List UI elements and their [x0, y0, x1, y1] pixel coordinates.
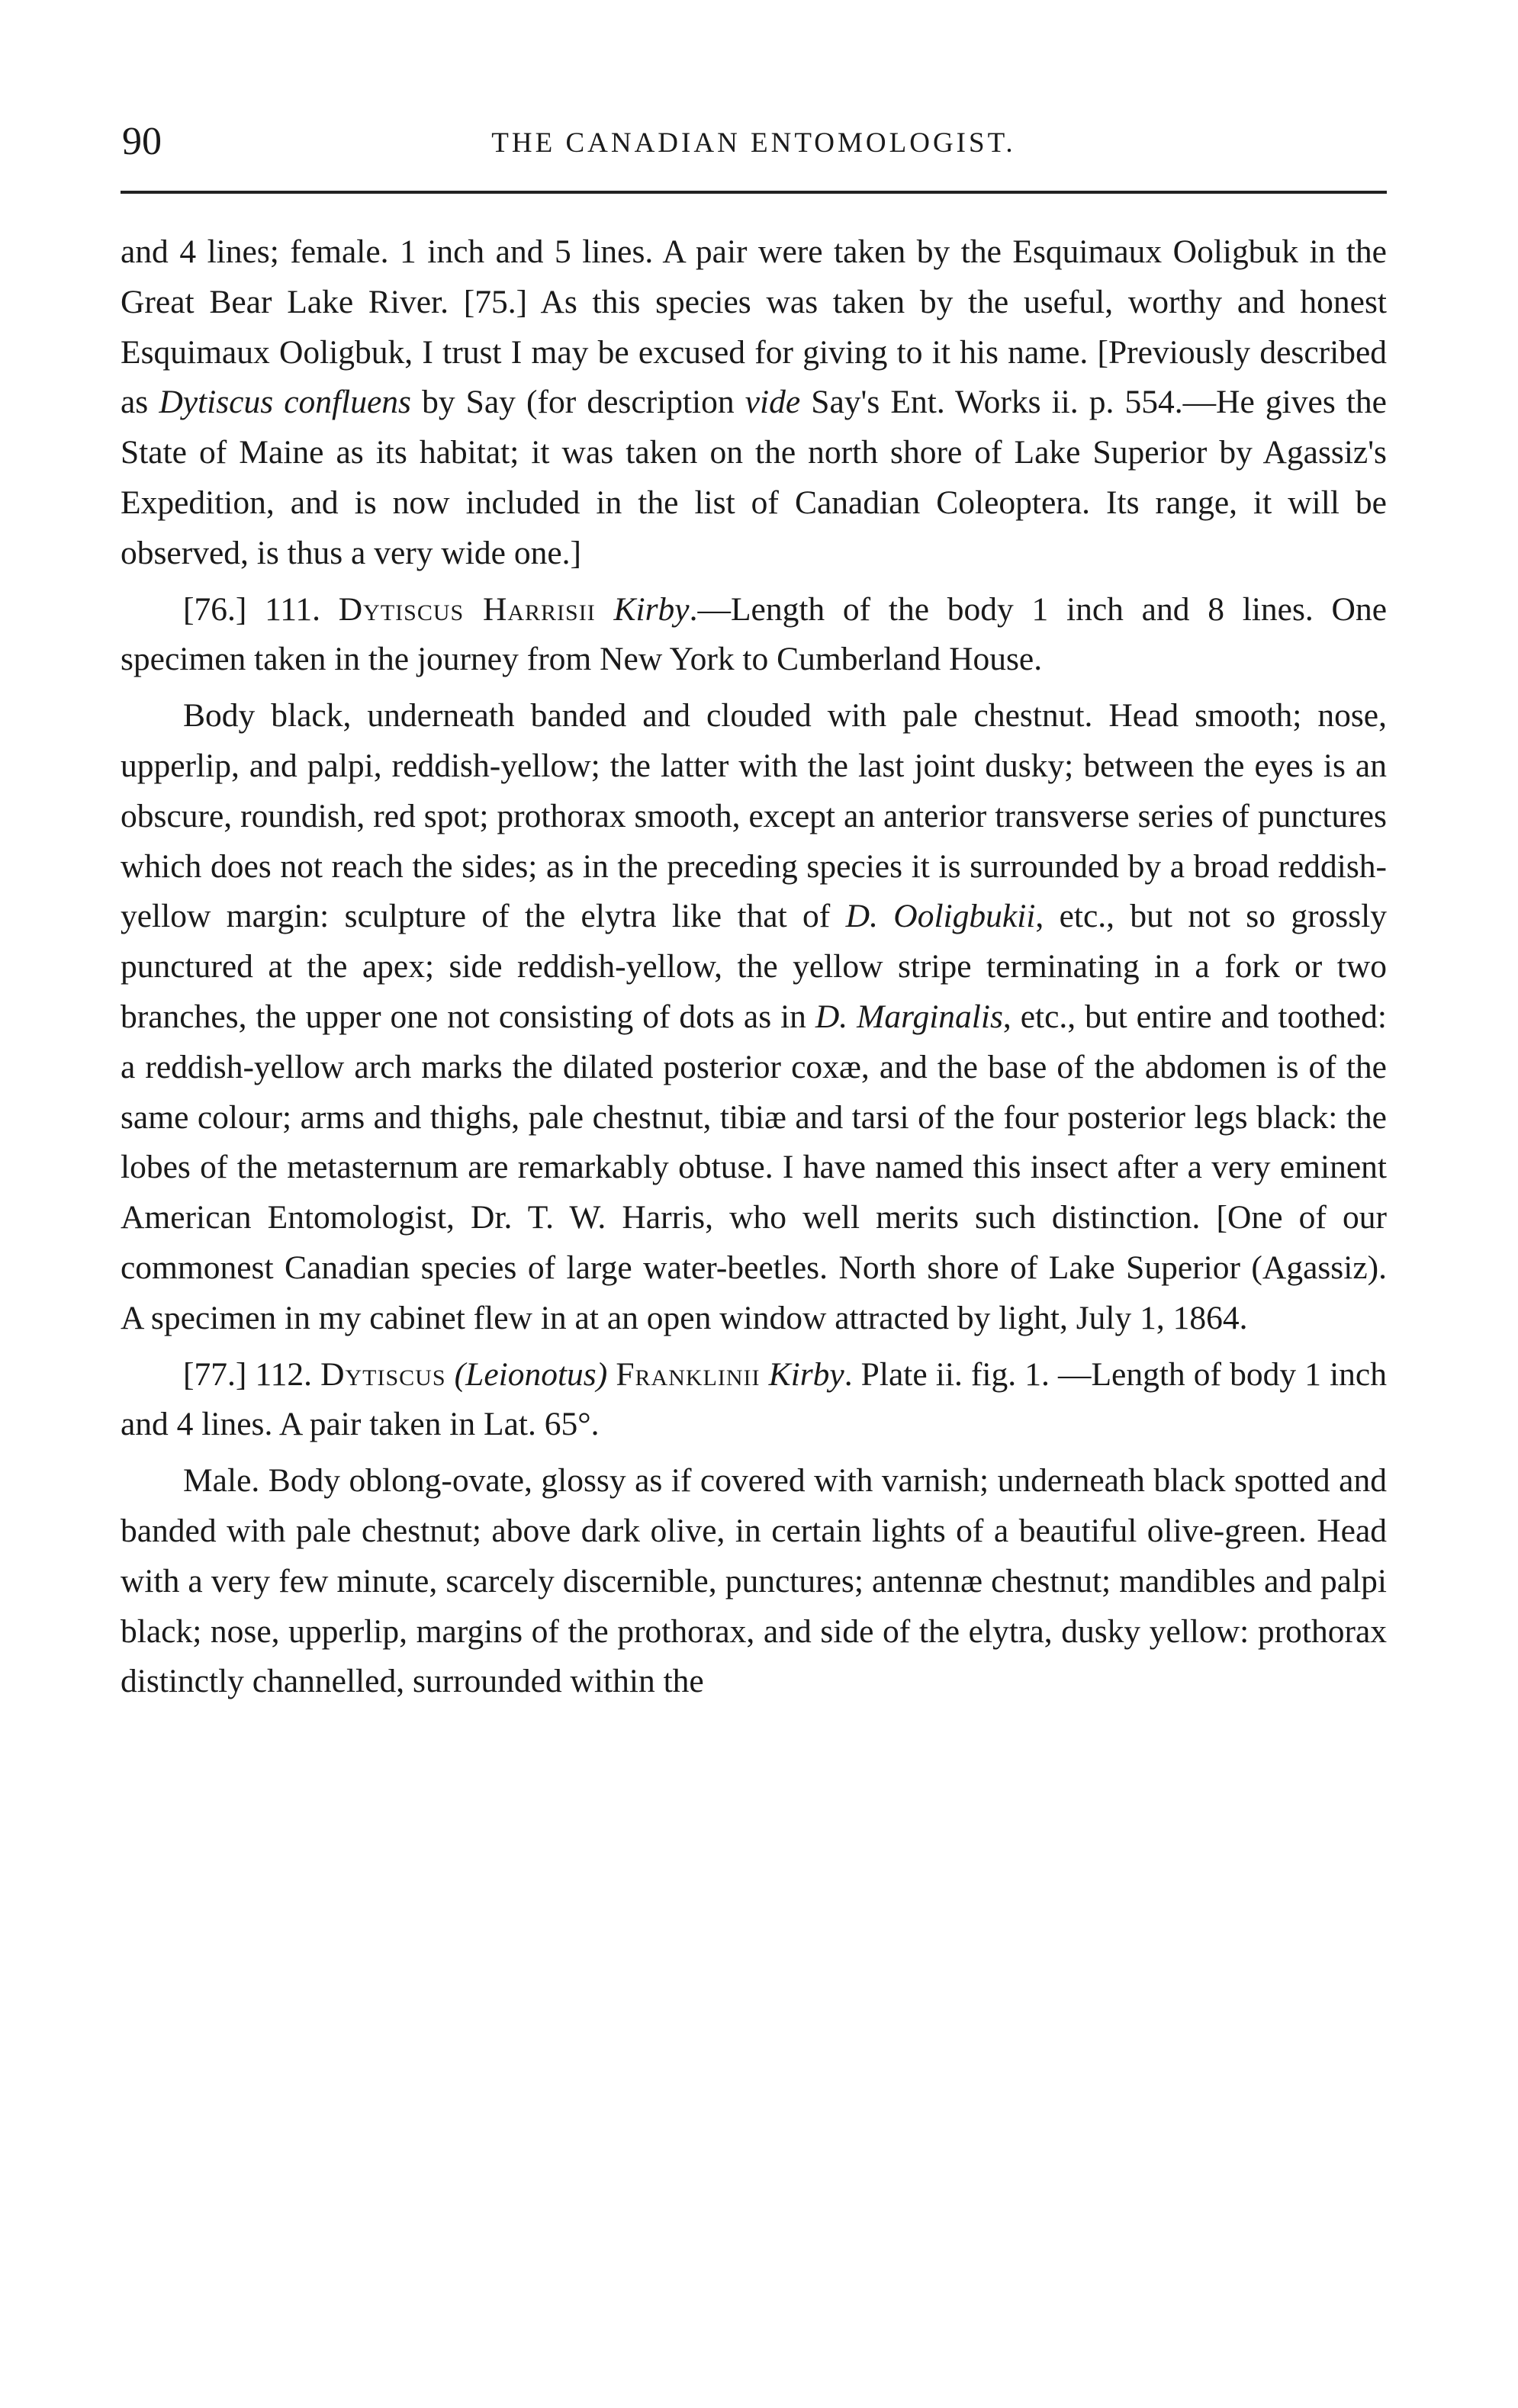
journal-title: THE CANADIAN ENTOMOLOGIST. [491, 127, 1016, 159]
text-run: Say's Ent. Works ii. p. 554.—He gives the State of Maine as its habitat; it was taken on the north shore of Lake Superior by Agassiz's Expedition, and is now included in the list of Canadian Coleoptera. Its range, it will be observed, is thus a very wide one.] [121, 384, 1387, 571]
text-run: , etc., but entire and toothed: a reddish-yellow arch marks the dilated posterior coxæ, and the base of the abdomen is of the same colour; arms and thighs, pale chestnut, tibiæ and tarsi of the four posterior legs black: the lobes of the metasternum are remarkably obtuse. I have named this insect after a very eminent American Entomologist, Dr. T. W. Harris, who well merits such distinction. [One of our commonest Canadian species of large water-beetles. North shore of Lake Superior (Agassiz). A specimen in my cabinet flew in at an open window attracted by light, July 1, 1864. [121, 998, 1387, 1336]
text-run: . Plate ii. fig. 1. —Length of body 1 inch and 4 lines. A pair taken in Lat. 65°. [121, 1355, 1387, 1443]
author-name: Kirby [613, 590, 690, 628]
reference-number: [77.] 112. [183, 1355, 321, 1393]
paragraph-continuation [121, 227, 1387, 579]
text-run: Body black, underneath banded and clouded with pale chestnut. Head smooth; nose, upperlip, and palpi, reddish-yellow; the latter with the last joint dusky; between the eyes is an obscure, roundish, red spot; prothorax smooth, except an anterior transverse series of punctures which does not reach the sides; as in the preceding species it is surrounded by a broad reddish-yellow margin: sculpture of the elytra like that of [121, 697, 1387, 935]
reference-number: [76.] 111. [183, 590, 339, 628]
paragraph-description-harrisii [121, 691, 1387, 1343]
text-run: by Say (for description [410, 384, 745, 421]
author-name: Kirby [768, 1355, 844, 1393]
text-run: Male. Body oblong-ovate, glossy as if covered with varnish; underneath black spotted and banded with pale chestnut; above dark olive, in certain lights of a beautiful olive-green. Head with a very few minute, scarcely discernible, punctures; antennæ chestnut; mandibles and palpi black; nose, upperlip, margins of the prothorax, and side of the elytra, dusky yellow: prothorax distinctly channelled, surrounded within the [121, 1462, 1387, 1700]
text-run: and 4 lines; female. 1 inch and 5 lines. A pair were taken by the Esquimaux Ooligbuk in the Great Bear Lake River. [75.] As this species was taken by the useful, worthy and honest Esquimaux Ooligbuk, I trust I may be excused for giving to it his name. [Previously described as [121, 233, 1387, 421]
genus-heading: Dytiscus [320, 1355, 446, 1393]
species-name: Dytiscus confluens [159, 384, 411, 421]
header-rule [121, 191, 1387, 194]
subgenus-name: (Leionotus) [454, 1355, 608, 1393]
text-run: .—Length of the body 1 inch and 8 lines. One specimen taken in the journey from New York to Cumberland House. [121, 590, 1387, 678]
paragraph-species-77 [121, 1350, 1387, 1451]
species-heading: Franklinii [616, 1355, 761, 1393]
running-head [121, 114, 1387, 172]
species-name: D. Marginalis [815, 998, 1003, 1035]
page-number: 90 [122, 120, 162, 163]
species-heading: Dytiscus Harrisii [338, 590, 596, 628]
page-content [121, 114, 1387, 1713]
species-name: D. Ooligbukii [845, 898, 1036, 935]
article-body [121, 227, 1387, 1707]
text-run: , etc., but not so grossly punctured at the apex; side reddish-yellow, the yellow stripe terminating in a fork or two branches, the upper one not consisting of dots as in [121, 898, 1388, 1035]
vide-word: vide [745, 384, 801, 421]
paragraph-species-76 [121, 585, 1387, 686]
paragraph-description-franklinii [121, 1456, 1387, 1707]
